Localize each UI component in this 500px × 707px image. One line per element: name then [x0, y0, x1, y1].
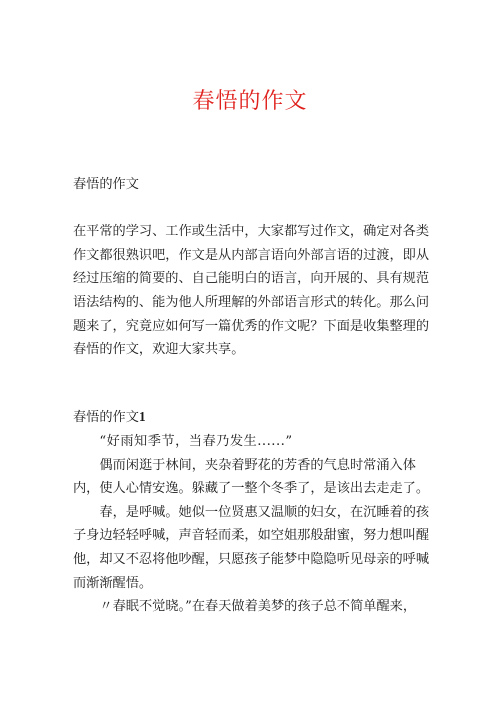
section-heading-number: 1	[138, 409, 146, 425]
section-paragraph: 春，是呼喊。她似一位贤惠又温顺的妇女，在沉睡着的孩子身边轻轻呼喊，声音轻而柔，如空姐那般甜蜜，努力想叫醒他，却又不忍将他吵醒，只愿孩子能梦中隐隐听见母亲的呼喊而渐渐醒悟。	[73, 504, 430, 591]
section-paragraph: 〃春眠不觉晓。”在春天做着美梦的孩子总不简单醒来，	[99, 599, 417, 615]
section-paragraph: 偶而闲逛于林间，夹杂着野花的芳香的气息时常涌入体内，使人心情安逸。躲藏了一整个冬季了，是该出去走走了。	[73, 457, 430, 497]
document-body	[73, 173, 433, 619]
section-heading	[73, 405, 433, 430]
subtitle: 春悟的作文	[73, 177, 139, 192]
section-paragraph: “好雨知季节，当春乃发生......”	[99, 433, 293, 449]
intro-paragraph: 在平常的学习、工作或生活中，大家都写过作文，确定对各类作文都很熟识吧，作文是从内部言语向外部言语的过渡，即从经过压缩的简要的、自己能明白的语言，向开展的、具有规范语法结构的、能为他人所理解的外部语言形式的转化。那么问题来了，究竟应如何写一篇优秀的作文呢？下面是收集整理的春悟的作文，欢迎大家共享。	[73, 224, 430, 358]
section-heading-text: 春悟的作文	[73, 410, 139, 426]
document-title: 春悟的作文	[192, 89, 308, 114]
